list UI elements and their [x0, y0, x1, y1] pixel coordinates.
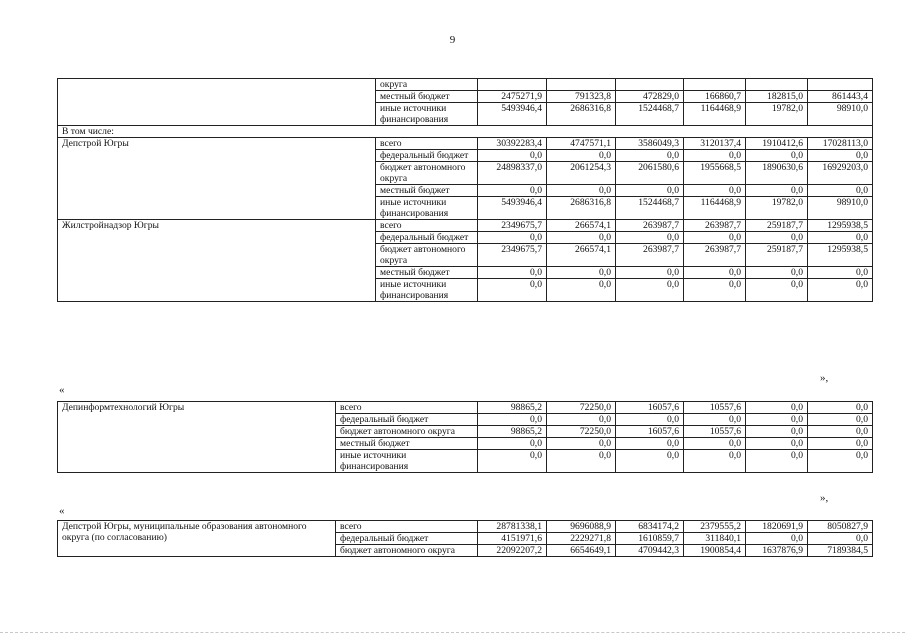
- value-cell: 0,0: [547, 232, 616, 244]
- value-cell: 0,0: [684, 279, 746, 302]
- value-cell: 8050827,9: [808, 521, 873, 533]
- budget-table-1: [57, 78, 873, 302]
- source-cell: всего: [376, 220, 478, 232]
- value-cell: 1524468,7: [616, 103, 684, 126]
- value-cell: 2349675,7: [478, 220, 547, 232]
- value-cell: 28781338,1: [478, 521, 547, 533]
- source-cell: бюджет автономного округа: [376, 244, 478, 267]
- value-cell: 0,0: [808, 533, 873, 545]
- value-cell: 0,0: [547, 414, 616, 426]
- table-row: [58, 521, 873, 533]
- source-cell: местный бюджет: [336, 438, 478, 450]
- value-cell: 2686316,8: [547, 197, 616, 220]
- organization-cell: Депстрой Югры, муниципальные образования автономного округа (по согласованию): [58, 521, 336, 557]
- value-cell: [746, 79, 808, 91]
- value-cell: 791323,8: [547, 91, 616, 103]
- value-cell: 2379555,2: [684, 521, 746, 533]
- value-cell: 1164468,9: [684, 103, 746, 126]
- value-cell: 30392283,4: [478, 138, 547, 150]
- value-cell: 259187,7: [746, 244, 808, 267]
- organization-cell: [58, 79, 376, 126]
- value-cell: [616, 79, 684, 91]
- value-cell: 6834174,2: [616, 521, 684, 533]
- table-row: [58, 79, 873, 91]
- value-cell: 0,0: [616, 267, 684, 279]
- value-cell: 0,0: [808, 426, 873, 438]
- value-cell: 0,0: [547, 438, 616, 450]
- source-cell: округа: [376, 79, 478, 91]
- value-cell: 4747571,1: [547, 138, 616, 150]
- value-cell: 1900854,4: [684, 545, 746, 557]
- value-cell: 0,0: [746, 402, 808, 414]
- organization-cell: Депинформтехнологий Югры: [58, 402, 336, 473]
- value-cell: 16929203,0: [808, 162, 873, 185]
- source-cell: бюджет автономного округа: [376, 162, 478, 185]
- value-cell: 5493946,4: [478, 103, 547, 126]
- source-cell: местный бюджет: [376, 267, 478, 279]
- section-label: В том числе:: [58, 126, 873, 138]
- value-cell: 0,0: [808, 279, 873, 302]
- value-cell: 4709442,3: [616, 545, 684, 557]
- table-row: [58, 220, 873, 232]
- value-cell: [547, 79, 616, 91]
- source-cell: местный бюджет: [376, 185, 478, 197]
- value-cell: 0,0: [808, 450, 873, 473]
- value-cell: 3120137,4: [684, 138, 746, 150]
- value-cell: 0,0: [616, 414, 684, 426]
- closing-quote-1: »,: [820, 372, 829, 384]
- value-cell: 0,0: [478, 185, 547, 197]
- value-cell: 72250,0: [547, 402, 616, 414]
- value-cell: 0,0: [808, 414, 873, 426]
- value-cell: 0,0: [478, 438, 547, 450]
- value-cell: 16057,6: [616, 426, 684, 438]
- value-cell: 0,0: [478, 414, 547, 426]
- value-cell: 0,0: [684, 185, 746, 197]
- value-cell: 1524468,7: [616, 197, 684, 220]
- source-cell: федеральный бюджет: [336, 414, 478, 426]
- value-cell: 0,0: [478, 150, 547, 162]
- value-cell: 98910,0: [808, 197, 873, 220]
- value-cell: 2061254,3: [547, 162, 616, 185]
- value-cell: 0,0: [746, 450, 808, 473]
- value-cell: [478, 79, 547, 91]
- source-cell: федеральный бюджет: [376, 232, 478, 244]
- value-cell: 0,0: [808, 438, 873, 450]
- opening-quote-2: «: [59, 384, 65, 396]
- value-cell: 98910,0: [808, 103, 873, 126]
- value-cell: 9696088,9: [547, 521, 616, 533]
- page-bottom-edge: [0, 632, 905, 633]
- section-row: [58, 126, 873, 138]
- value-cell: 0,0: [547, 279, 616, 302]
- value-cell: 98865,2: [478, 402, 547, 414]
- value-cell: 4151971,6: [478, 533, 547, 545]
- value-cell: 1955668,5: [684, 162, 746, 185]
- source-cell: иные источники финансирования: [376, 197, 478, 220]
- value-cell: 1637876,9: [746, 545, 808, 557]
- value-cell: 0,0: [808, 402, 873, 414]
- value-cell: 2475271,9: [478, 91, 547, 103]
- source-cell: бюджет автономного округа: [336, 426, 478, 438]
- value-cell: 3586049,3: [616, 138, 684, 150]
- value-cell: [684, 79, 746, 91]
- value-cell: 0,0: [616, 232, 684, 244]
- value-cell: 2686316,8: [547, 103, 616, 126]
- value-cell: 6654649,1: [547, 545, 616, 557]
- value-cell: 0,0: [746, 150, 808, 162]
- value-cell: 0,0: [478, 279, 547, 302]
- organization-cell: Жилстройнадзор Югры: [58, 220, 376, 302]
- value-cell: 263987,7: [616, 220, 684, 232]
- value-cell: 98865,2: [478, 426, 547, 438]
- value-cell: 0,0: [684, 414, 746, 426]
- source-cell: иные источники финансирования: [376, 103, 478, 126]
- value-cell: 0,0: [746, 185, 808, 197]
- source-cell: иные источники финансирования: [376, 279, 478, 302]
- source-cell: местный бюджет: [376, 91, 478, 103]
- source-cell: всего: [336, 521, 478, 533]
- value-cell: 0,0: [746, 267, 808, 279]
- value-cell: 16057,6: [616, 402, 684, 414]
- opening-quote-3: «: [59, 505, 65, 517]
- budget-table-3: [57, 520, 873, 557]
- source-cell: иные источники финансирования: [336, 450, 478, 473]
- source-cell: всего: [336, 402, 478, 414]
- value-cell: 0,0: [746, 414, 808, 426]
- table-row: [58, 402, 873, 414]
- value-cell: [808, 79, 873, 91]
- value-cell: 311840,1: [684, 533, 746, 545]
- value-cell: 166860,7: [684, 91, 746, 103]
- value-cell: 1820691,9: [746, 521, 808, 533]
- value-cell: 72250,0: [547, 426, 616, 438]
- value-cell: 0,0: [684, 232, 746, 244]
- value-cell: 1295938,5: [808, 244, 873, 267]
- value-cell: 182815,0: [746, 91, 808, 103]
- value-cell: 263987,7: [616, 244, 684, 267]
- value-cell: 861443,4: [808, 91, 873, 103]
- value-cell: 0,0: [684, 438, 746, 450]
- source-cell: всего: [376, 138, 478, 150]
- value-cell: 0,0: [808, 150, 873, 162]
- value-cell: 0,0: [616, 279, 684, 302]
- value-cell: 0,0: [746, 438, 808, 450]
- value-cell: 10557,6: [684, 402, 746, 414]
- value-cell: 263987,7: [684, 244, 746, 267]
- value-cell: 0,0: [478, 450, 547, 473]
- value-cell: 0,0: [684, 267, 746, 279]
- value-cell: 0,0: [478, 232, 547, 244]
- value-cell: 19782,0: [746, 197, 808, 220]
- value-cell: 7189384,5: [808, 545, 873, 557]
- value-cell: 1164468,9: [684, 197, 746, 220]
- page-number: 9: [449, 34, 456, 46]
- value-cell: 0,0: [746, 279, 808, 302]
- value-cell: 0,0: [746, 533, 808, 545]
- organization-cell: Депстрой Югры: [58, 138, 376, 220]
- value-cell: 1610859,7: [616, 533, 684, 545]
- value-cell: 0,0: [808, 232, 873, 244]
- value-cell: 0,0: [616, 450, 684, 473]
- value-cell: 0,0: [808, 185, 873, 197]
- value-cell: 22092207,2: [478, 545, 547, 557]
- value-cell: 263987,7: [684, 220, 746, 232]
- value-cell: 0,0: [547, 267, 616, 279]
- value-cell: 0,0: [616, 150, 684, 162]
- value-cell: 0,0: [808, 267, 873, 279]
- value-cell: 17028113,0: [808, 138, 873, 150]
- budget-table-2: [57, 401, 873, 473]
- value-cell: 0,0: [547, 450, 616, 473]
- source-cell: федеральный бюджет: [376, 150, 478, 162]
- value-cell: 266574,1: [547, 220, 616, 232]
- value-cell: 0,0: [746, 426, 808, 438]
- value-cell: 24898337,0: [478, 162, 547, 185]
- value-cell: 0,0: [478, 267, 547, 279]
- table-row: [58, 138, 873, 150]
- source-cell: бюджет автономного округа: [336, 545, 478, 557]
- value-cell: 0,0: [547, 185, 616, 197]
- value-cell: 472829,0: [616, 91, 684, 103]
- value-cell: 1910412,6: [746, 138, 808, 150]
- value-cell: 0,0: [684, 450, 746, 473]
- value-cell: 10557,6: [684, 426, 746, 438]
- source-cell: федеральный бюджет: [336, 533, 478, 545]
- value-cell: 0,0: [616, 438, 684, 450]
- value-cell: 2349675,7: [478, 244, 547, 267]
- value-cell: 0,0: [547, 150, 616, 162]
- closing-quote-2: »,: [820, 492, 829, 504]
- value-cell: 0,0: [746, 232, 808, 244]
- value-cell: 19782,0: [746, 103, 808, 126]
- value-cell: 5493946,4: [478, 197, 547, 220]
- value-cell: 266574,1: [547, 244, 616, 267]
- value-cell: 259187,7: [746, 220, 808, 232]
- value-cell: 0,0: [616, 185, 684, 197]
- value-cell: 1295938,5: [808, 220, 873, 232]
- value-cell: 1890630,6: [746, 162, 808, 185]
- value-cell: 2229271,8: [547, 533, 616, 545]
- value-cell: 0,0: [684, 150, 746, 162]
- value-cell: 2061580,6: [616, 162, 684, 185]
